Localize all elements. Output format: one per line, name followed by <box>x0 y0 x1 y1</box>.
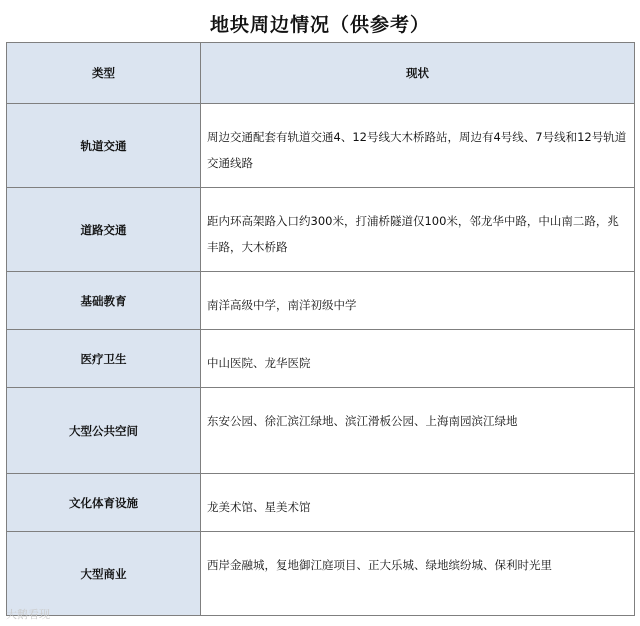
table-row <box>7 272 635 330</box>
row-status-cell: 周边交通配套有轨道交通4、12号线大木桥路站，周边有4号线、7号线和12号轨道交通线路 <box>201 104 635 188</box>
row-type-cell: 轨道交通 <box>7 104 201 188</box>
watermark: 大鹅看现 <box>6 608 50 621</box>
row-status-cell: 东安公园、徐汇滨江绿地、滨江滑板公园、上海南园滨江绿地 <box>201 388 635 474</box>
row-type-cell: 大型商业 <box>7 532 201 616</box>
row-type-cell: 文化体育设施 <box>7 474 201 532</box>
row-status-cell: 西岸金融城，复地御江庭项目、正大乐城、绿地缤纷城、保利时光里 <box>201 532 635 616</box>
row-type-cell: 道路交通 <box>7 188 201 272</box>
row-status-cell: 南洋高级中学，南洋初级中学 <box>201 272 635 330</box>
surroundings-table <box>6 42 635 616</box>
table-row <box>7 188 635 272</box>
table-row <box>7 330 635 388</box>
table-row <box>7 104 635 188</box>
table-row <box>7 388 635 474</box>
header-status: 现状 <box>201 43 635 104</box>
row-status-cell: 中山医院、龙华医院 <box>201 330 635 388</box>
row-type-cell: 大型公共空间 <box>7 388 201 474</box>
row-type-cell: 基础教育 <box>7 272 201 330</box>
row-type-cell: 医疗卫生 <box>7 330 201 388</box>
header-type: 类型 <box>7 43 201 104</box>
row-status-cell: 龙美术馆、星美术馆 <box>201 474 635 532</box>
table-row <box>7 532 635 616</box>
table-row <box>7 474 635 532</box>
document-title: 地块周边情况（供参考） <box>209 14 430 36</box>
row-status-cell: 距内环高架路入口约300米，打浦桥隧道仅100米，邻龙华中路，中山南二路，兆丰路，大木桥路 <box>201 188 635 272</box>
table-header-row <box>7 43 635 104</box>
